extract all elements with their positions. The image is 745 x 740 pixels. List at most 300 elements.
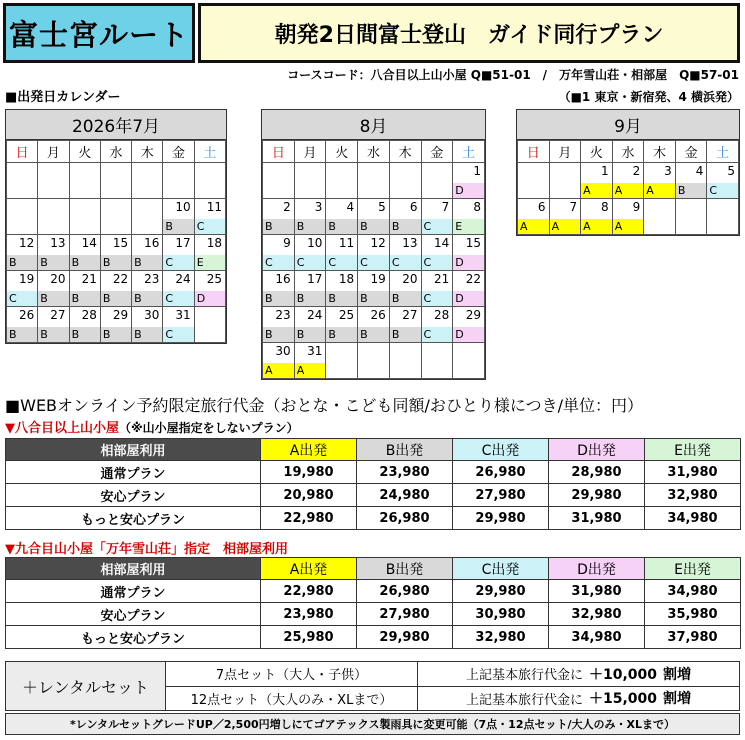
calendar-empty-cell: [644, 199, 676, 235]
weekday-header: 水: [100, 141, 131, 163]
fare-price: 23,980: [261, 603, 357, 626]
departure-code: C: [163, 327, 193, 342]
departure-code: B: [38, 255, 68, 270]
fare-column-header: D出発: [549, 439, 645, 461]
departure-code: B: [101, 291, 131, 306]
day-number: 18: [338, 272, 355, 286]
calendar-day: [132, 235, 163, 271]
departure-code: B: [326, 291, 357, 306]
calendar-day: [69, 271, 100, 307]
day-number: 30: [275, 344, 291, 358]
calendar-empty-cell: [326, 163, 358, 199]
day-number: 21: [81, 272, 97, 286]
departure-code: C: [390, 255, 421, 270]
weekday-header: 木: [644, 141, 676, 163]
departure-code: B: [101, 327, 131, 342]
fare-column-header: D出発: [549, 558, 645, 580]
departure-code: B: [263, 291, 294, 306]
day-number: 8: [473, 200, 481, 214]
day-number: 3: [664, 164, 672, 178]
fare-price: 34,980: [645, 507, 741, 530]
departure-code: A: [581, 183, 612, 198]
table-row: [6, 507, 741, 530]
day-number: 1: [473, 164, 481, 178]
calendar-empty-cell: [358, 163, 390, 199]
route-title: 富士宮ルート: [3, 3, 195, 63]
calendar-empty-cell: [7, 163, 38, 199]
rental-set-name: 7点セット（大人・子供）: [166, 662, 418, 686]
day-number: 16: [275, 272, 291, 286]
table-row: [6, 603, 741, 626]
calendar-day: [707, 163, 739, 199]
departure-note: （■1 東京・新宿発、4 横浜発）: [558, 90, 739, 104]
calendar-september: [516, 109, 740, 236]
weekday-header: 金: [163, 141, 194, 163]
fare-price: 25,980: [261, 626, 357, 649]
calendar-day: [389, 307, 421, 343]
day-number: 25: [206, 272, 222, 286]
day-number: 15: [112, 236, 129, 250]
plan-title: 朝発2日間富士登山 ガイド同行プラン: [198, 3, 740, 63]
departure-code: A: [550, 219, 581, 234]
calendar-empty-cell: [194, 163, 225, 199]
departure-code: C: [422, 255, 453, 270]
fare-column-header: C出発: [453, 439, 549, 461]
calendar-empty-cell: [7, 199, 38, 235]
fare-price: 34,980: [645, 580, 741, 603]
calendar-day: [7, 235, 38, 271]
calendar-day: [100, 235, 131, 271]
calendar-day: [38, 271, 69, 307]
day-number: 21: [433, 272, 450, 286]
fare-price: 19,980: [261, 461, 357, 484]
calendar-day: [326, 271, 358, 307]
day-number: 16: [144, 236, 160, 250]
departure-code: B: [163, 219, 193, 234]
departure-code: B: [358, 291, 389, 306]
fare-price: 32,980: [453, 626, 549, 649]
departure-code: C: [422, 219, 453, 234]
day-number: 6: [537, 200, 546, 214]
calendar-day: [100, 271, 131, 307]
calendar-day: [69, 307, 100, 343]
weekday-header: 日: [7, 141, 38, 163]
calendar-day: [263, 343, 295, 379]
calendar-day: [326, 199, 358, 235]
table-row: [6, 461, 741, 484]
departure-code: B: [295, 291, 326, 306]
calendar-day: [132, 307, 163, 343]
calendar-day: [358, 235, 390, 271]
calendar-day: [69, 235, 100, 271]
departure-code: B: [263, 219, 294, 234]
weekday-header: 火: [581, 141, 613, 163]
fare-column-header: B出発: [357, 558, 453, 580]
fare-price: 29,980: [453, 507, 549, 530]
day-number: 4: [346, 200, 355, 214]
departure-code: C: [7, 291, 37, 306]
calendar-day: [100, 307, 131, 343]
calendar-day: [453, 271, 485, 307]
day-number: 13: [50, 236, 66, 250]
departure-code: B: [326, 219, 357, 234]
calendar-day: [453, 163, 485, 199]
calendar-day: [263, 235, 295, 271]
calendar-day: [453, 199, 485, 235]
calendar-day: [263, 271, 295, 307]
calendar-empty-cell: [263, 163, 295, 199]
departure-code: B: [358, 219, 389, 234]
departure-code: B: [676, 183, 707, 198]
calendar-day: [163, 307, 194, 343]
weekday-header: 土: [194, 141, 225, 163]
calendar-day: [581, 163, 613, 199]
calendar-day: [389, 271, 421, 307]
day-number: 11: [338, 236, 355, 250]
calendar-august: [261, 109, 486, 380]
departure-code: B: [295, 327, 326, 342]
departure-code: C: [163, 291, 193, 306]
departure-code: D: [453, 291, 484, 306]
calendar-day: [194, 235, 225, 271]
rental-surcharge: 上記基本旅行代金に ＋15,000 割増: [465, 691, 692, 708]
day-number: 3: [314, 200, 323, 214]
calendar-day: [389, 235, 421, 271]
rental-set-name: 12点セット（大人のみ・XLまで）: [166, 687, 418, 711]
departure-code: B: [70, 327, 100, 342]
calendar-day: [358, 307, 390, 343]
fare-price: 34,980: [549, 626, 645, 649]
day-number: 22: [112, 272, 129, 286]
calendar-empty-cell: [163, 163, 194, 199]
plan-name: 通常プラン: [6, 461, 261, 484]
rental-row: [166, 687, 739, 711]
departure-code: E: [195, 255, 225, 270]
departure-code: D: [195, 291, 225, 306]
fare-price: 37,980: [645, 626, 741, 649]
calendar-day: [326, 235, 358, 271]
departure-code: B: [7, 255, 37, 270]
fare-price: 31,980: [549, 580, 645, 603]
day-number: 18: [206, 236, 222, 250]
weekday-header: 木: [389, 141, 421, 163]
plan-name: もっと安心プラン: [6, 507, 261, 530]
day-number: 24: [175, 272, 191, 286]
day-number: 12: [19, 236, 35, 250]
weekday-header: 火: [326, 141, 358, 163]
day-number: 9: [283, 236, 291, 250]
day-number: 8: [601, 200, 609, 214]
day-number: 29: [465, 308, 481, 322]
departure-code: A: [581, 219, 612, 234]
day-number: 31: [307, 344, 323, 358]
departure-code: B: [38, 327, 68, 342]
calendar-day: [194, 271, 225, 307]
weekday-header: 金: [421, 141, 453, 163]
table-row: [6, 484, 741, 507]
fare-price: 31,980: [549, 507, 645, 530]
fare-corner-header: 相部屋利用: [6, 439, 261, 461]
departure-code: B: [326, 327, 357, 342]
day-number: 12: [370, 236, 386, 250]
departure-code: C: [163, 255, 193, 270]
departure-code: B: [7, 327, 37, 342]
departure-code: B: [390, 219, 421, 234]
calendar-empty-cell: [100, 199, 131, 235]
fare-price: 24,980: [357, 484, 453, 507]
fare-price: 20,980: [261, 484, 357, 507]
day-number: 15: [465, 236, 481, 250]
departure-code: E: [453, 219, 484, 234]
day-number: 26: [19, 308, 35, 322]
fare-table-9th-station: [5, 557, 741, 649]
plan-name: もっと安心プラン: [6, 626, 261, 649]
calendar-day: [421, 307, 453, 343]
calendar-empty-cell: [132, 163, 163, 199]
departure-code: B: [390, 291, 421, 306]
calendar-empty-cell: [421, 163, 453, 199]
calendar-day: [194, 199, 225, 235]
day-number: 27: [402, 308, 418, 322]
calendar-july: [5, 109, 227, 344]
day-number: 26: [370, 308, 386, 322]
fare-price: 27,980: [357, 603, 453, 626]
day-number: 13: [402, 236, 418, 250]
departure-code: B: [358, 327, 389, 342]
calendar-day: [612, 199, 644, 235]
plan-name: 通常プラン: [6, 580, 261, 603]
day-number: 28: [433, 308, 450, 322]
day-number: 19: [370, 272, 386, 286]
fare-price: 28,980: [549, 461, 645, 484]
day-number: 14: [433, 236, 450, 250]
calendar-empty-cell: [326, 343, 358, 379]
calendar-day: [7, 307, 38, 343]
departure-code: B: [101, 255, 131, 270]
departure-code: C: [358, 255, 389, 270]
calendar-empty-cell: [421, 343, 453, 379]
departure-code: C: [326, 255, 357, 270]
weekday-header: 土: [453, 141, 485, 163]
departure-code: C: [295, 255, 326, 270]
day-number: 31: [175, 308, 191, 322]
day-number: 5: [378, 200, 386, 214]
fare-price: 22,980: [261, 580, 357, 603]
calendar-empty-cell: [389, 163, 421, 199]
weekday-header: 金: [675, 141, 707, 163]
fare-price: 22,980: [261, 507, 357, 530]
calendar-heading: ■出発日カレンダー: [5, 90, 121, 105]
rental-set-box: [5, 661, 740, 711]
departure-code: C: [707, 183, 738, 198]
weekday-header: 木: [132, 141, 163, 163]
fare-price: 26,980: [357, 580, 453, 603]
fare-heading: ■WEBオンライン予約限定旅行代金（おとな・こども同額/おひとり様につき/単位：円）: [5, 396, 644, 415]
calendar-empty-cell: [100, 163, 131, 199]
fare-price: 32,980: [549, 603, 645, 626]
day-number: 28: [81, 308, 97, 322]
day-number: 2: [283, 200, 291, 214]
calendar-day: [358, 271, 390, 307]
calendar-month-title: 8月: [262, 110, 485, 140]
day-number: 2: [632, 164, 641, 178]
calendar-day: [38, 235, 69, 271]
weekday-header: 月: [38, 141, 69, 163]
departure-code: A: [295, 363, 326, 378]
day-number: 5: [727, 164, 735, 178]
weekday-header: 水: [358, 141, 390, 163]
calendar-day: [421, 271, 453, 307]
fare-price: 30,980: [453, 603, 549, 626]
calendar-empty-cell: [453, 343, 485, 379]
fare-column-header: A出発: [261, 439, 357, 461]
fare-price: 27,980: [453, 484, 549, 507]
fare-column-header: E出発: [645, 558, 741, 580]
fare-table-8th-station: [5, 438, 741, 530]
calendar-day: [453, 235, 485, 271]
day-number: 17: [307, 272, 323, 286]
weekday-header: 水: [612, 141, 644, 163]
departure-code: C: [422, 291, 453, 306]
departure-code: D: [453, 183, 484, 198]
fare-column-header: A出発: [261, 558, 357, 580]
departure-code: C: [263, 255, 294, 270]
day-number: 4: [695, 164, 704, 178]
calendar-day: [421, 199, 453, 235]
departure-code: A: [644, 183, 675, 198]
calendar-empty-cell: [38, 199, 69, 235]
departure-code: B: [132, 255, 162, 270]
fare-price: 26,980: [357, 507, 453, 530]
departure-code: B: [70, 255, 100, 270]
departure-code: D: [453, 255, 484, 270]
weekday-header: 日: [263, 141, 295, 163]
calendar-empty-cell: [707, 199, 739, 235]
departure-code: B: [132, 327, 162, 342]
fare-subheading-9th-station: ▼九合目山小屋「万年雪山荘」指定 相部屋利用: [5, 542, 288, 557]
day-number: 25: [338, 308, 355, 322]
departure-code: B: [38, 291, 68, 306]
plan-name: 安心プラン: [6, 484, 261, 507]
day-number: 11: [206, 200, 222, 214]
fare-price: 29,980: [357, 626, 453, 649]
weekday-header: 月: [549, 141, 581, 163]
calendar-day: [294, 199, 326, 235]
day-number: 1: [601, 164, 609, 178]
fare-price: 26,980: [453, 461, 549, 484]
calendar-day: [294, 307, 326, 343]
day-number: 14: [81, 236, 97, 250]
calendar-day: [263, 199, 295, 235]
rental-footnote: *レンタルセットグレードUP／2,500円増しにてゴアテックス製雨具に変更可能（7点・12点セット/大人のみ・XLまで）: [5, 713, 740, 735]
calendar-day: [163, 271, 194, 307]
calendar-empty-cell: [132, 199, 163, 235]
day-number: 7: [569, 200, 578, 214]
day-number: 23: [144, 272, 160, 286]
calendar-day: [453, 307, 485, 343]
day-number: 7: [441, 200, 450, 214]
calendar-day: [38, 307, 69, 343]
calendar-empty-cell: [675, 199, 707, 235]
day-number: 9: [632, 200, 641, 214]
course-code: コースコード：八合目以上山小屋 Q■51-01 / 万年雪山荘・相部屋 Q■57-01: [287, 68, 739, 82]
calendar-empty-cell: [549, 163, 581, 199]
departure-code: B: [132, 291, 162, 306]
fare-corner-header: 相部屋利用: [6, 558, 261, 580]
day-number: 17: [175, 236, 191, 250]
calendar-day: [421, 235, 453, 271]
day-number: 30: [144, 308, 160, 322]
day-number: 29: [112, 308, 129, 322]
departure-code: C: [422, 327, 453, 342]
weekday-header: 土: [707, 141, 739, 163]
day-number: 6: [409, 200, 418, 214]
calendar-month-title: 9月: [517, 110, 739, 140]
day-number: 23: [275, 308, 291, 322]
calendar-empty-cell: [358, 343, 390, 379]
fare-price: 29,980: [453, 580, 549, 603]
table-row: [6, 580, 741, 603]
calendar-day: [389, 199, 421, 235]
calendar-day: [7, 271, 38, 307]
weekday-header: 火: [69, 141, 100, 163]
calendar-day: [163, 235, 194, 271]
departure-code: B: [263, 327, 294, 342]
weekday-header: 月: [294, 141, 326, 163]
fare-price: 23,980: [357, 461, 453, 484]
plan-name: 安心プラン: [6, 603, 261, 626]
calendar-day: [132, 271, 163, 307]
calendar-day: [612, 163, 644, 199]
rental-row: [166, 662, 739, 687]
day-number: 20: [50, 272, 66, 286]
calendar-month-title: 2026年7月: [6, 110, 226, 140]
calendar-day: [263, 307, 295, 343]
calendar-day: [581, 199, 613, 235]
departure-code: A: [263, 363, 294, 378]
departure-code: B: [295, 219, 326, 234]
rental-label: ＋レンタルセット: [6, 662, 166, 710]
calendar-day: [163, 199, 194, 235]
calendar-day: [644, 163, 676, 199]
calendar-empty-cell: [38, 163, 69, 199]
weekday-header: 日: [518, 141, 550, 163]
calendar-empty-cell: [389, 343, 421, 379]
calendar-day: [294, 343, 326, 379]
fare-subheading-8th-station: ▼八合目以上山小屋（※山小屋指定をしないプラン）: [5, 421, 299, 436]
departure-code: A: [613, 183, 644, 198]
calendar-empty-cell: [194, 307, 225, 343]
calendar-empty-cell: [69, 199, 100, 235]
calendar-day: [294, 271, 326, 307]
day-number: 19: [19, 272, 35, 286]
fare-price: 32,980: [645, 484, 741, 507]
day-number: 22: [465, 272, 481, 286]
calendar-day: [326, 307, 358, 343]
calendar-day: [549, 199, 581, 235]
departure-code: C: [195, 219, 225, 234]
departure-code: B: [70, 291, 100, 306]
fare-price: 29,980: [549, 484, 645, 507]
table-row: [6, 626, 741, 649]
departure-code: D: [453, 327, 484, 342]
calendar-day: [518, 199, 550, 235]
calendar-day: [358, 199, 390, 235]
fare-column-header: C出発: [453, 558, 549, 580]
calendar-empty-cell: [518, 163, 550, 199]
calendar-day: [294, 235, 326, 271]
departure-code: A: [613, 219, 644, 234]
